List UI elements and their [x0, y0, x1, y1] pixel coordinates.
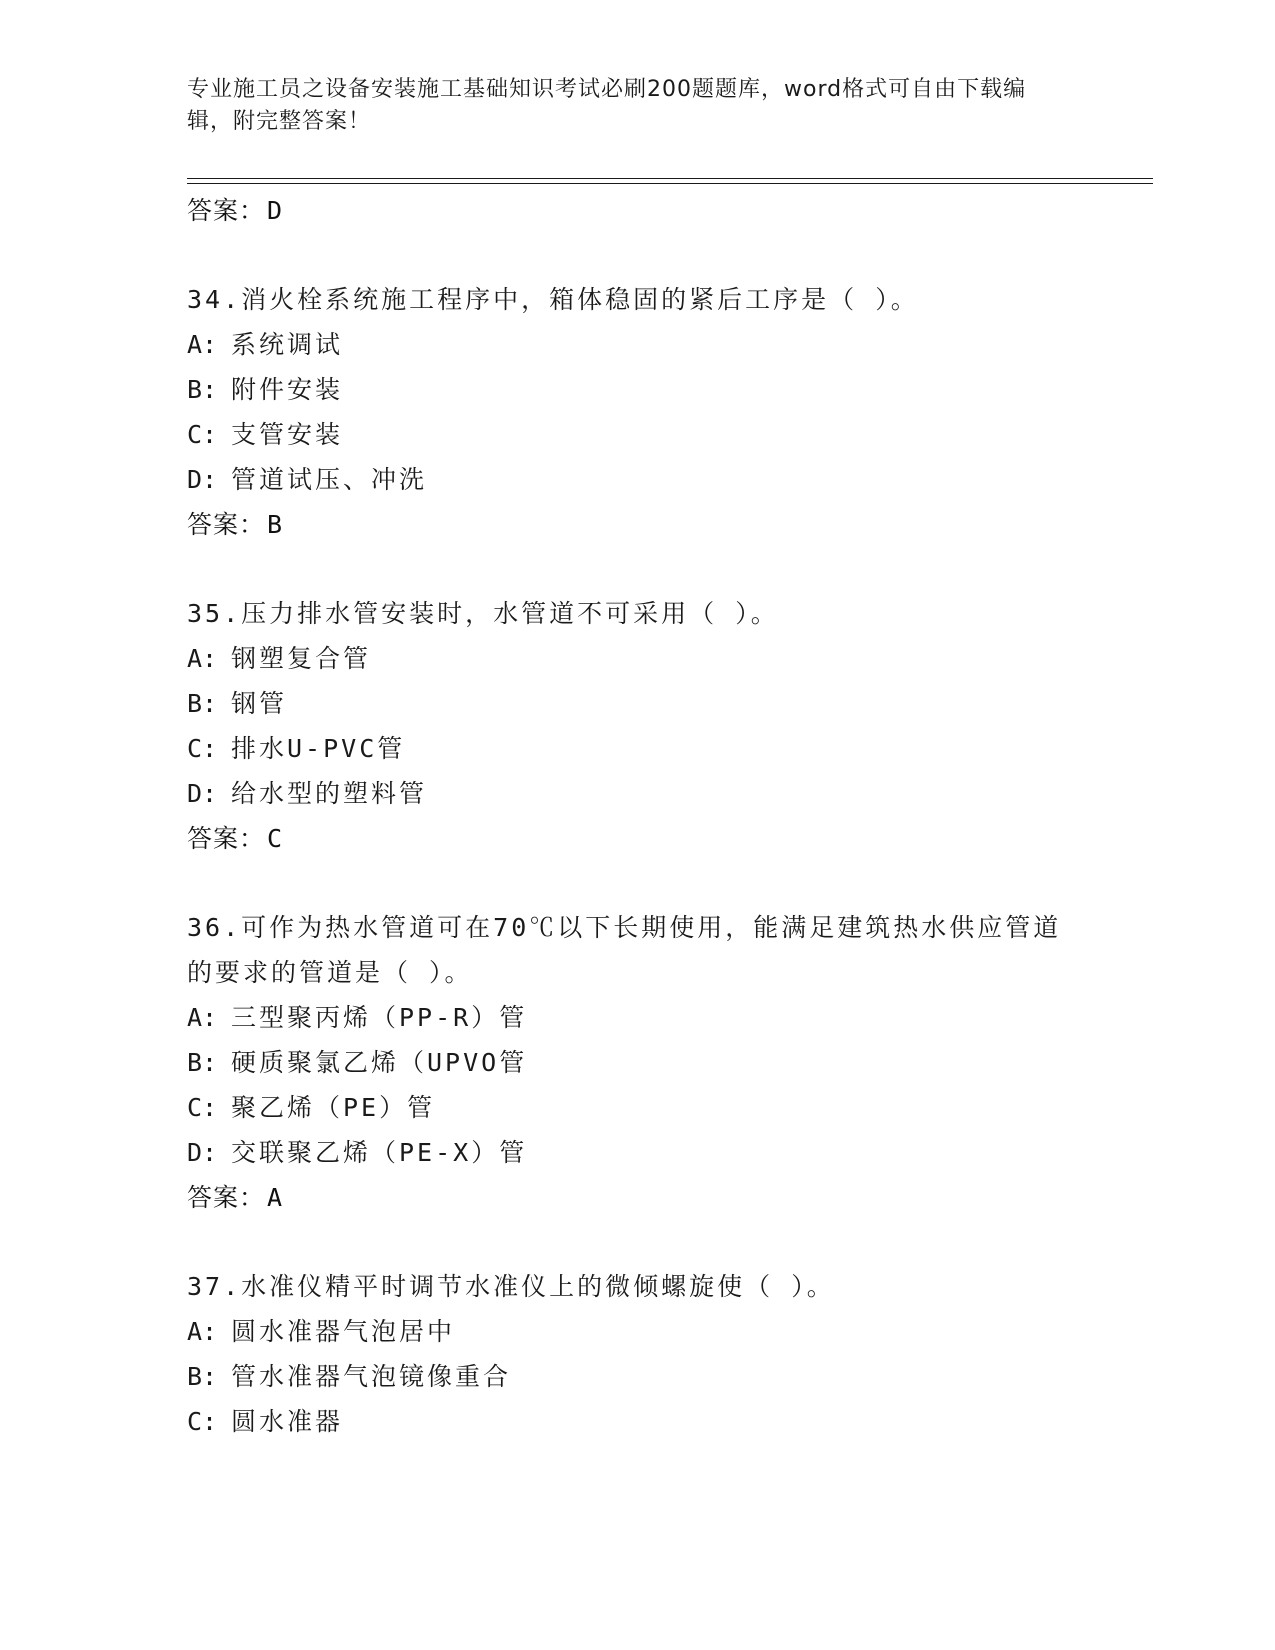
option-letter: B: [187, 375, 218, 404]
option-text: 圆水准器气泡居中 [231, 1317, 456, 1346]
question-text: 36.可作为热水管道可在70℃以下长期使用，能满足建筑热水供应管道的要求的管道是（ ）。 [187, 913, 1062, 987]
question-text: 34.消火栓系统施工程序中，箱体稳固的紧后工序是（ ）。 [187, 285, 919, 314]
option-b [187, 367, 1087, 412]
document-header: 专业施工员之设备安装施工基础知识考试必刷200题题库，word格式可自由下载编辑，附完整答案！ [187, 77, 1027, 134]
option-letter: C: [187, 420, 218, 449]
option-d [187, 771, 1087, 816]
option-letter: A: [187, 330, 218, 359]
option-a [187, 1309, 1087, 1354]
option-text: 钢塑复合管 [231, 644, 372, 673]
option-text: 给水型的塑料管 [231, 779, 428, 808]
option-letter: B: [187, 689, 218, 718]
option-text: 交联聚乙烯（PE-X）管 [231, 1138, 528, 1167]
question-text: 37.水准仪精平时调节水准仪上的微倾螺旋使（ ）。 [187, 1272, 835, 1301]
option-c [187, 412, 1087, 457]
answer-value: C [267, 824, 284, 853]
answer-line [187, 502, 1087, 547]
option-letter: B: [187, 1048, 218, 1077]
option-c [187, 726, 1087, 771]
answer-label: 答案： [187, 1183, 266, 1212]
option-text: 排水U-PVC管 [231, 734, 406, 763]
option-text: 附件安装 [231, 375, 344, 404]
header-divider-top [187, 178, 1153, 179]
answer-value: B [267, 510, 284, 539]
option-b [187, 1354, 1087, 1399]
option-text: 系统调试 [231, 330, 344, 359]
answer-label: 答案： [187, 510, 266, 539]
answer-value: D [267, 196, 284, 225]
option-text: 管道试压、冲洗 [231, 465, 428, 494]
option-text: 三型聚丙烯（PP-R）管 [231, 1003, 528, 1032]
option-d [187, 1130, 1087, 1175]
option-letter: A: [187, 1003, 218, 1032]
option-text: 钢管 [231, 689, 288, 718]
option-text: 圆水准器 [231, 1407, 344, 1436]
question-text: 35.压力排水管安装时，水管道不可采用（ ）。 [187, 599, 779, 628]
option-a [187, 322, 1087, 367]
option-text: 聚乙烯（PE）管 [231, 1093, 436, 1122]
option-letter: D: [187, 465, 218, 494]
option-a [187, 995, 1087, 1040]
option-letter: D: [187, 1138, 218, 1167]
answer-label: 答案： [187, 196, 266, 225]
option-letter: C: [187, 1407, 218, 1436]
option-text: 支管安装 [231, 420, 344, 449]
option-a [187, 636, 1087, 681]
option-b [187, 681, 1087, 726]
answer-line [187, 188, 1087, 233]
question-list [187, 188, 1087, 1444]
option-text: 硬质聚氯乙烯（UPVO管 [231, 1048, 528, 1077]
answer-label: 答案： [187, 824, 266, 853]
answer-value: A [267, 1183, 284, 1212]
answer-line [187, 1175, 1087, 1220]
option-c [187, 1085, 1087, 1130]
option-letter: A: [187, 1317, 218, 1346]
option-letter: B: [187, 1362, 218, 1391]
option-b [187, 1040, 1087, 1085]
option-letter: C: [187, 734, 218, 763]
answer-line [187, 816, 1087, 861]
option-letter: D: [187, 779, 218, 808]
option-text: 管水准器气泡镜像重合 [231, 1362, 512, 1391]
option-letter: A: [187, 644, 218, 673]
option-c [187, 1399, 1087, 1444]
option-letter: C: [187, 1093, 218, 1122]
option-d [187, 457, 1087, 502]
header-divider-bottom [187, 183, 1153, 184]
